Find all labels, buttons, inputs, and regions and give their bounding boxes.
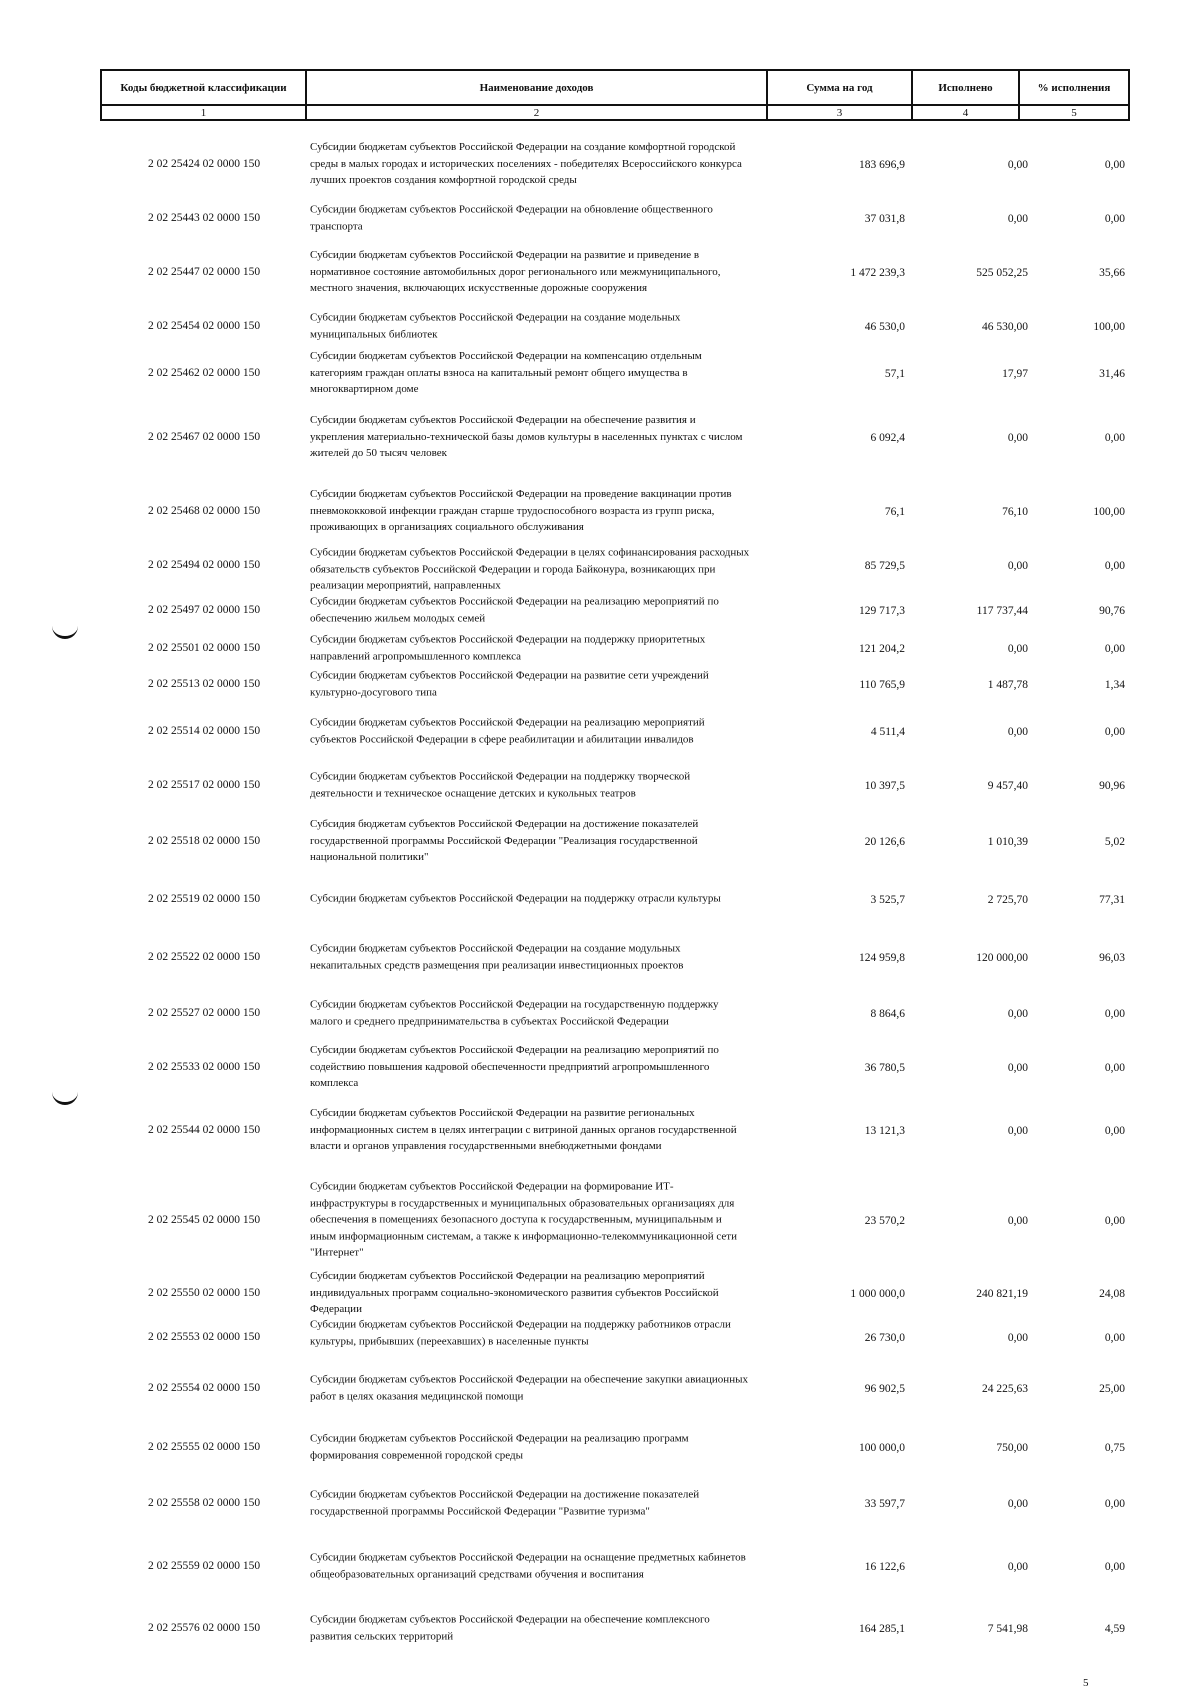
page-number: 5: [1083, 1677, 1089, 1689]
revenue-name: Субсидии бюджетам субъектов Российской Федерации на оснащение предметных кабинетов общеобразовательных организаций средствами обучения и воспитания: [310, 1551, 746, 1580]
execution-percent: 90,96: [1099, 780, 1125, 793]
budget-code: 2 02 25443 02 0000 150: [147, 212, 261, 224]
execution-percent: 31,46: [1099, 368, 1125, 381]
revenue-name: Субсидии бюджетам субъектов Российской Федерации в целях софинансирования расходных обязательств субъектов Российской Федерации и города Байконура, возникающих при реализации мероприятий, направленных: [310, 546, 750, 592]
revenue-name: Субсидии бюджетам субъектов Российской Федерации на поддержку приоритетных направлений агропромышленного комплекса: [310, 633, 706, 662]
hole-punch-mark: [52, 626, 78, 639]
budget-code: 2 02 25462 02 0000 150: [147, 367, 261, 379]
execution-percent: 0,00: [1104, 1062, 1125, 1075]
budget-code: 2 02 25576 02 0000 150: [147, 1622, 261, 1634]
revenue-name: Субсидии бюджетам субъектов Российской Федерации на поддержку работников отрасли культуры, прибывших (переехавших) в населенные пункты: [310, 1318, 731, 1348]
budget-code: 2 02 25522 02 0000 150: [147, 951, 261, 963]
table-row: [100, 1418, 1128, 1476]
budget-code: 2 02 25533 02 0000 150: [147, 1061, 261, 1073]
revenue-name: Субсидии бюджетам субъектов Российской Федерации на развитие сети учреждений культурно-досугового типа: [310, 669, 709, 698]
executed-amount: 0,00: [1007, 159, 1028, 172]
revenue-name: Субсидии бюджетам субъектов Российской Федерации на реализацию мероприятий по обеспечению жильем молодых семей: [310, 595, 719, 624]
executed-amount: 0,00: [1007, 560, 1028, 573]
execution-percent: 35,66: [1099, 267, 1125, 280]
budget-code: 2 02 25558 02 0000 150: [147, 1497, 261, 1509]
revenue-name: Субсидии бюджетам субъектов Российской Федерации на развитие и приведение в нормативное состояние автомобильных дорог регионального или межмуниципального, местного значения, включающих искусственные дорожные сооружения: [310, 249, 721, 295]
execution-percent: 0,00: [1104, 1498, 1125, 1511]
execution-percent: 0,00: [1104, 432, 1125, 445]
annual-sum: 1 472 239,3: [850, 267, 905, 280]
table-row: [100, 1040, 1128, 1094]
annual-sum: 46 530,0: [864, 321, 905, 334]
budget-code: 2 02 25519 02 0000 150: [147, 893, 261, 905]
budget-code: 2 02 25550 02 0000 150: [147, 1287, 261, 1299]
table-row: [100, 986, 1128, 1040]
budget-code: 2 02 25494 02 0000 150: [147, 559, 261, 571]
revenue-name: Субсидии бюджетам субъектов Российской Федерации на поддержку творческой деятельности и техническое оснащение детских и кукольных театров: [310, 770, 691, 799]
annual-sum: 121 204,2: [859, 643, 905, 656]
executed-amount: 0,00: [1007, 432, 1028, 445]
header-execution-percent: % исполнения: [1019, 70, 1129, 105]
budget-code: 2 02 25517 02 0000 150: [147, 779, 261, 791]
annual-sum: 16 122,6: [864, 1561, 905, 1574]
executed-amount: 24 225,63: [982, 1383, 1028, 1396]
annual-sum: 33 597,7: [864, 1498, 905, 1511]
execution-percent: 0,00: [1104, 1561, 1125, 1574]
annual-sum: 3 525,7: [870, 894, 905, 907]
budget-code: 2 02 25527 02 0000 150: [147, 1007, 261, 1019]
annual-sum: 1 000 000,0: [850, 1288, 905, 1301]
executed-amount: 117 737,44: [976, 605, 1028, 618]
table-row: [100, 1266, 1128, 1320]
table-row: [100, 814, 1128, 868]
annual-sum: 129 717,3: [859, 605, 905, 618]
annual-sum: 37 031,8: [864, 213, 905, 226]
budget-code: 2 02 25554 02 0000 150: [147, 1382, 261, 1394]
executed-amount: 0,00: [1007, 1561, 1028, 1574]
header-col-number: 4: [912, 105, 1019, 120]
revenue-name: Субсидии бюджетам субъектов Российской Федерации на создание комфортной городской среды в малых городах и исторических поселениях - победителях Всероссийского конкурса лучших проектов создания комфортной городской среды: [310, 141, 742, 187]
revenue-name: Субсидии бюджетам субъектов Российской Федерации на развитие региональных информационных систем в целях интеграции с витриной данных органов государственной власти и органов управления государственными внебюджетными фондами: [310, 1107, 737, 1153]
annual-sum: 6 092,4: [870, 432, 905, 445]
executed-amount: 0,00: [1007, 1215, 1028, 1228]
revenue-name: Субсидии бюджетам субъектов Российской Федерации на достижение показателей государственной программы Российской Федерации "Развитие туризма": [310, 1488, 700, 1517]
execution-percent: 96,03: [1099, 952, 1125, 965]
revenue-name: Субсидии бюджетам субъектов Российской Федерации на обеспечение комплексного развития сельских территорий: [310, 1613, 710, 1642]
execution-percent: 24,08: [1099, 1288, 1125, 1301]
executed-amount: 0,00: [1007, 1125, 1028, 1138]
hole-punch-mark: [52, 1092, 78, 1105]
budget-code: 2 02 25518 02 0000 150: [147, 835, 261, 847]
table-row: [100, 1314, 1128, 1360]
budget-code: 2 02 25501 02 0000 150: [147, 642, 261, 654]
execution-percent: 0,00: [1104, 1008, 1125, 1021]
table-row: [100, 1536, 1128, 1596]
table-row: [100, 1362, 1128, 1414]
budget-code: 2 02 25559 02 0000 150: [147, 1560, 261, 1572]
budget-code: 2 02 25468 02 0000 150: [147, 505, 261, 517]
revenue-name: Субсидии бюджетам субъектов Российской Федерации на поддержку отрасли культуры: [310, 892, 721, 905]
budget-code: 2 02 25467 02 0000 150: [147, 431, 261, 443]
executed-amount: 76,10: [1002, 506, 1028, 519]
table-row: [100, 758, 1128, 812]
execution-percent: 0,75: [1104, 1442, 1125, 1455]
annual-sum: 85 729,5: [864, 560, 905, 573]
table-row: [100, 666, 1128, 702]
revenue-name: Субсидии бюджетам субъектов Российской Федерации на формирование ИТ-инфраструктуры в государственных и муниципальных образовательных организациях для обеспечения в помещениях безопасного доступа к государственным, муниципальным и иным информационным системам, а также к информационно-телекоммуникационной сети "Интернет": [310, 1180, 737, 1259]
budget-code: 2 02 25514 02 0000 150: [147, 725, 261, 737]
executed-amount: 17,97: [1002, 368, 1028, 381]
budget-code: 2 02 25454 02 0000 150: [147, 320, 261, 332]
header-executed: Исполнено: [912, 70, 1019, 105]
table-row: [100, 346, 1128, 400]
executed-amount: 240 821,19: [976, 1288, 1028, 1301]
table-row: [100, 1598, 1128, 1658]
executed-amount: 9 457,40: [987, 780, 1028, 793]
execution-percent: 0,00: [1104, 1125, 1125, 1138]
executed-amount: 0,00: [1007, 1332, 1028, 1345]
execution-percent: 77,31: [1099, 894, 1125, 907]
table-row: [100, 630, 1128, 666]
table-row: [100, 238, 1128, 306]
header-annual-sum: Сумма на год: [767, 70, 912, 105]
budget-code: 2 02 25553 02 0000 150: [147, 1331, 261, 1343]
table-row: [100, 402, 1128, 472]
revenue-name: Субсидии бюджетам субъектов Российской Федерации на государственную поддержку малого и среднего предпринимательства в субъектах Российской Федерации: [310, 998, 719, 1027]
annual-sum: 183 696,9: [859, 159, 905, 172]
execution-percent: 0,00: [1104, 726, 1125, 739]
table-row: [100, 1170, 1128, 1270]
table-header: [100, 69, 1130, 121]
revenue-name: Субсидии бюджетам субъектов Российской Федерации на реализацию мероприятий субъектов Российской Федерации в сфере реабилитации и абилитации инвалидов: [310, 716, 705, 745]
table-row: [100, 704, 1128, 758]
execution-percent: 0,00: [1104, 560, 1125, 573]
annual-sum: 13 121,3: [864, 1125, 905, 1138]
execution-percent: 100,00: [1093, 506, 1125, 519]
annual-sum: 110 765,9: [859, 679, 905, 692]
budget-code: 2 02 25513 02 0000 150: [147, 678, 261, 690]
annual-sum: 20 126,6: [864, 836, 905, 849]
annual-sum: 164 285,1: [859, 1623, 905, 1636]
execution-percent: 0,00: [1104, 213, 1125, 226]
header-col-number: 1: [101, 105, 306, 120]
execution-percent: 0,00: [1104, 159, 1125, 172]
executed-amount: 0,00: [1007, 1062, 1028, 1075]
executed-amount: 0,00: [1007, 1008, 1028, 1021]
annual-sum: 36 780,5: [864, 1062, 905, 1075]
table-row: [100, 1094, 1128, 1166]
header-col-number: 5: [1019, 105, 1129, 120]
budget-code: 2 02 25555 02 0000 150: [147, 1441, 261, 1453]
revenue-name: Субсидии бюджетам субъектов Российской Федерации на проведение вакцинации против пневмококковой инфекции граждан старше трудоспособного возраста из групп риска, проживающих в организациях социального обслуживания: [310, 488, 732, 534]
revenue-name: Субсидии бюджетам субъектов Российской Федерации на обновление общественного транспорта: [310, 203, 713, 232]
annual-sum: 26 730,0: [864, 1332, 905, 1345]
annual-sum: 96 902,5: [864, 1383, 905, 1396]
executed-amount: 120 000,00: [976, 952, 1028, 965]
revenue-name: Субсидии бюджетам субъектов Российской Федерации на компенсацию отдельным категориям граждан оплаты взноса на капитальный ремонт общего имущества в многоквартирном доме: [310, 350, 702, 396]
executed-amount: 46 530,00: [982, 321, 1028, 334]
revenue-name: Субсидии бюджетам субъектов Российской Федерации на обеспечение закупки авиационных работ в целях оказания медицинской помощи: [310, 1373, 748, 1402]
header-col-number: 3: [767, 105, 912, 120]
execution-percent: 90,76: [1099, 605, 1125, 618]
annual-sum: 76,1: [884, 506, 905, 519]
execution-percent: 0,00: [1104, 1215, 1125, 1228]
table-row: [100, 870, 1128, 928]
executed-amount: 0,00: [1007, 643, 1028, 656]
annual-sum: 10 397,5: [864, 780, 905, 793]
execution-percent: 5,02: [1104, 836, 1125, 849]
revenue-name: Субсидии бюджетам субъектов Российской Федерации на создание модельных муниципальных библиотек: [310, 311, 681, 340]
budget-code: 2 02 25424 02 0000 150: [147, 158, 261, 170]
header-revenue-name: Наименование доходов: [306, 70, 767, 105]
execution-percent: 100,00: [1093, 321, 1125, 334]
table-row: [100, 1476, 1128, 1530]
executed-amount: 1 010,39: [987, 836, 1028, 849]
execution-percent: 4,59: [1104, 1623, 1125, 1636]
revenue-name: Субсидии бюджетам субъектов Российской Федерации на реализацию мероприятий по содействию повышения кадровой обеспеченности предприятий агропромышленного комплекса: [310, 1044, 719, 1090]
revenue-name: Субсидии бюджетам субъектов Российской Федерации на создание модульных некапитальных средств размещения при реализации инвестиционных проектов: [310, 942, 684, 971]
table-row: [100, 540, 1128, 590]
execution-percent: 1,34: [1104, 679, 1125, 692]
budget-code: 2 02 25497 02 0000 150: [147, 604, 261, 616]
revenue-name: Субсидия бюджетам субъектов Российской Федерации на достижение показателей государственной программы Российской Федерации "Реализация государственной национальной политики": [310, 818, 699, 864]
table-row: [100, 200, 1128, 236]
revenue-name: Субсидии бюджетам субъектов Российской Федерации на реализацию программ формирования современной городской среды: [310, 1432, 689, 1461]
revenue-name: Субсидии бюджетам субъектов Российской Федерации на обеспечение развития и укрепления материально-технической базы домов культуры в населенных пунктах с числом жителей до 50 тысяч человек: [310, 414, 743, 460]
annual-sum: 57,1: [884, 368, 905, 381]
header-col-number: 2: [306, 105, 767, 120]
executed-amount: 7 541,98: [987, 1623, 1028, 1636]
budget-code: 2 02 25447 02 0000 150: [147, 266, 261, 278]
annual-sum: 100 000,0: [859, 1442, 905, 1455]
table-row: [100, 928, 1128, 986]
revenue-name: Субсидии бюджетам субъектов Российской Федерации на реализацию мероприятий индивидуальных программ социально-экономического развития субъектов Российской Федерации: [310, 1270, 719, 1316]
table-row: [100, 130, 1128, 198]
executed-amount: 0,00: [1007, 726, 1028, 739]
executed-amount: 1 487,78: [987, 679, 1028, 692]
annual-sum: 8 864,6: [870, 1008, 905, 1021]
execution-percent: 0,00: [1104, 643, 1125, 656]
annual-sum: 4 511,4: [870, 726, 905, 739]
annual-sum: 23 570,2: [864, 1215, 905, 1228]
budget-code: 2 02 25544 02 0000 150: [147, 1124, 261, 1136]
table-row: [100, 308, 1128, 344]
executed-amount: 750,00: [996, 1442, 1028, 1455]
table-row: [100, 590, 1128, 630]
executed-amount: 0,00: [1007, 1498, 1028, 1511]
table-row: [100, 476, 1128, 546]
annual-sum: 124 959,8: [859, 952, 905, 965]
execution-percent: 25,00: [1099, 1383, 1125, 1396]
execution-percent: 0,00: [1104, 1332, 1125, 1345]
budget-code: 2 02 25545 02 0000 150: [147, 1214, 261, 1226]
executed-amount: 0,00: [1007, 213, 1028, 226]
header-budget-codes: Коды бюджетной классификации: [101, 70, 306, 105]
executed-amount: 2 725,70: [987, 894, 1028, 907]
executed-amount: 525 052,25: [976, 267, 1028, 280]
